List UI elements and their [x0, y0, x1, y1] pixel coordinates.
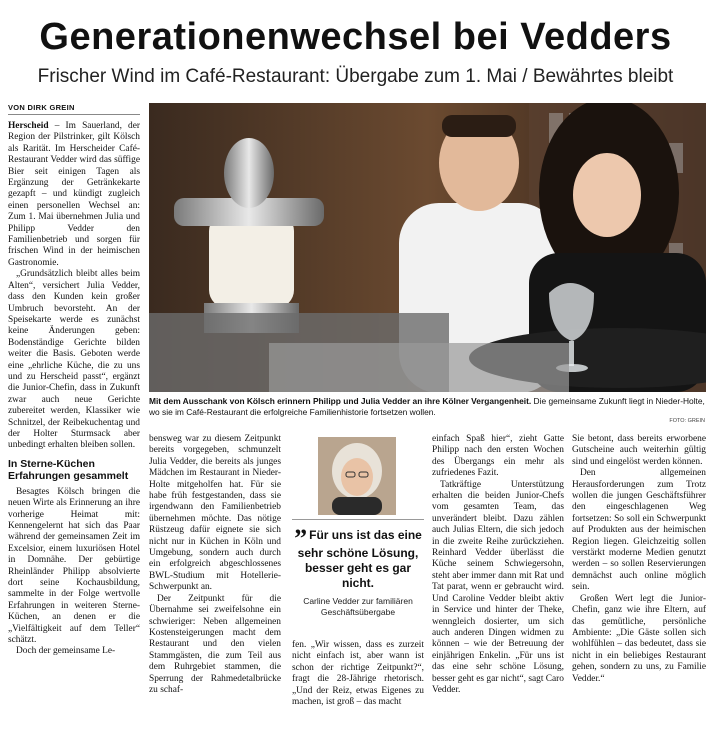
paragraph: Den allgemeinen Herausforderungen zum Trotz wollen die jungen Geschäftsführer den eingeschlagenen Weg fortsetzen: So soll ein Schwerpunkt auf Produkten aus der heimischen Region liegen. Gleichzeitig sollen verstärkt moderne Medien genutzt werden – so sollen Reservierungen demnächst auch online möglich sein.	[572, 468, 706, 593]
headline: Generationenwechsel bei Vedders	[39, 16, 672, 58]
article-column-5	[572, 434, 706, 685]
pull-quote: ” Für uns ist das eine sehr schöne Lösung, besser geht es gar nicht.	[294, 524, 422, 590]
paragraph: Großen Wert legt die Junior-Chefin, ganz wie ihre Eltern, auf das gemütliche, persönliche Ambiente: „Die Gäste sollen sich wohlfühlen – das bedeutet, dass sie nicht in ein beliebiges Restaurant gehen, sondern zu uns, zu Familie Vedder.“	[572, 593, 706, 684]
paragraph: Der Zeitpunkt für die Übernahme sei zweifelsohne ein schwieriger: Neben allgemeinen Kostensteigerungen macht dem Restaurant und den vielen Stammgästen, die zum Teil aus dem Ruhrgebiet stammen, die Sperrung der Rahmedetalbrücke zu schaf-	[149, 593, 281, 695]
paragraph: Doch der gemeinsame Le-	[16, 646, 116, 657]
quote-mark-icon: ”	[294, 524, 308, 553]
article-column-3	[292, 640, 424, 708]
article-column-1	[8, 121, 140, 658]
paragraph: Herscheid – Im Sauerland, der Region der Pilstrinker, gilt Kölsch als Rarität. Im Herscheider Café-Restaurant Vedder wird das süffige Bier seit einigen Tagen als Ergänzung der Getränkekarte gezapft – und kündigt zugleich einen personellen Wechsel an: Zum 1. Mai übernehmen Julia und Philipp Vedder den Familienbetrieb und sorgen für frischen Wind in der heimischen Gastronomie.	[8, 121, 140, 268]
subheadline: Frischer Wind im Café-Restaurant: Übergabe zum 1. Mai / Bewährtes bleibt	[37, 66, 674, 87]
paragraph: „Grundsätzlich bleibt alles beim Alten“, versichert Julia Vedder, dass den Kunden kein großer Umbruch bevorsteht. An der Speisekarte werde es zunächst keine Änderungen geben: Bodenständige Gerichte bilden weiter die Basis. Geboten werde eine „ehrliche Küche, die zu uns und zu Herscheid passt“, ergänzt die Junior-Chefin, dass in Zukunft zwar auch neue Gerichte zubereitet werden, Klassiker wie Schnitzel, der Reibekuchentag und der Holter Sturmsack aber unbedingt erhalten bleiben sollen.	[8, 269, 140, 451]
article-column-2	[149, 434, 281, 696]
portrait-illustration	[318, 437, 396, 515]
paragraph: fen. „Wir wissen, dass es zurzeit nicht einfach ist, aber wann ist schon der richtige Zeitpunkt?“, fragt die 28-Jährige rhetorisch. „Und der Reiz, etwas Eigenes zu machen, ist groß – das macht	[292, 640, 424, 708]
photo-credit: FOTO: GREIN	[669, 418, 705, 424]
paragraph: Besagtes Kölsch bringen die neuen Wirte als Erinnerung an ihre vorherige Heimat mit: Kennengelernt hat sich das Paar während der gemeinsamen Zeit im Excelsior, einem luxuriösen Hotel in Domnähe. Der gebürtige Rheinländer Philipp absolvierte dort seine Kochausbildung, sammelte in der Folge wertvolle Erfahrungen in weiteren Sterne-Küchen, an denen er die „Vielfältigkeit auf dem Teller“ schätzt.	[8, 486, 140, 646]
article-photo	[149, 103, 706, 392]
photo-caption: Mit dem Ausschank von Kölsch erinnern Philipp und Julia Vedder an ihre Kölner Vergangenheit. Die gemeinsame Zukunft liegt in Nieder-Holte, wo sie im Café-Restaurant die erfolgreiche Familienhistorie fortsetzen wollen.	[149, 396, 705, 417]
quote-rule	[292, 519, 424, 520]
byline: VON DIRK GREIN	[8, 103, 75, 112]
article-column-4	[432, 434, 564, 696]
dateline: Herscheid	[8, 121, 49, 131]
paragraph: bensweg war zu diesem Zeitpunkt bereits vorgegeben, schmunzelt Julia Vedder, die bereits als junges Mädchen im Restaurant in Nieder-Holte mitgeholfen hat. Für sie habe früh festgestanden, dass sie irgendwann den Familienbetrieb übernehmen möchte. Das nötige Rüstzeug dafür eignete sie sich nicht nur in Küchen in Köln und Umgebung, sondern auch durch ein erfolgreich abgeschlossenes BWL-Studium mit Hotellerie-Schwerpunkt an.	[149, 434, 281, 593]
byline-rule	[8, 114, 140, 115]
paragraph: einfach Spaß hier“, zieht Gatte Philipp nach den ersten Wochen des Übergangs ein mehr als zufriedenes Fazit.	[432, 434, 564, 479]
portrait-photo	[318, 437, 396, 515]
photo-illustration	[149, 103, 706, 392]
section-heading: In Sterne-Küchen Erfahrungen gesammelt	[8, 457, 129, 483]
paragraph: Tatkräftige Unterstützung erhalten die beiden Junior-Chefs vom gesamten Team, das unverändert bleibt. Dazu zählen auch Julias Eltern, die sich jedoch in die zweite Reihe zurückziehen. Reinhard Vedder überlässt die Küche seinem Schwiegersohn, steht aber immer dann mit Rat und Tat parat, wenn er gebraucht wird. Und Caroline Vedder bleibt aktiv in Service und hinter der Theke, wenngleich dosierter, um sich auch anderen Dingen widmen zu können – wie der Betreuung der einjährigen Enkelin. „Für uns ist das eine sehr schöne Lösung, besser geht es gar nicht“, sagt Caro Vedder.	[432, 479, 564, 695]
paragraph: Sie betont, dass bereits erworbene Gutscheine auch weiterhin gültig sind und eingelöst werden können.	[572, 434, 706, 467]
quote-source: Carline Vedder zur familiären Geschäftsübergabe	[303, 596, 413, 617]
